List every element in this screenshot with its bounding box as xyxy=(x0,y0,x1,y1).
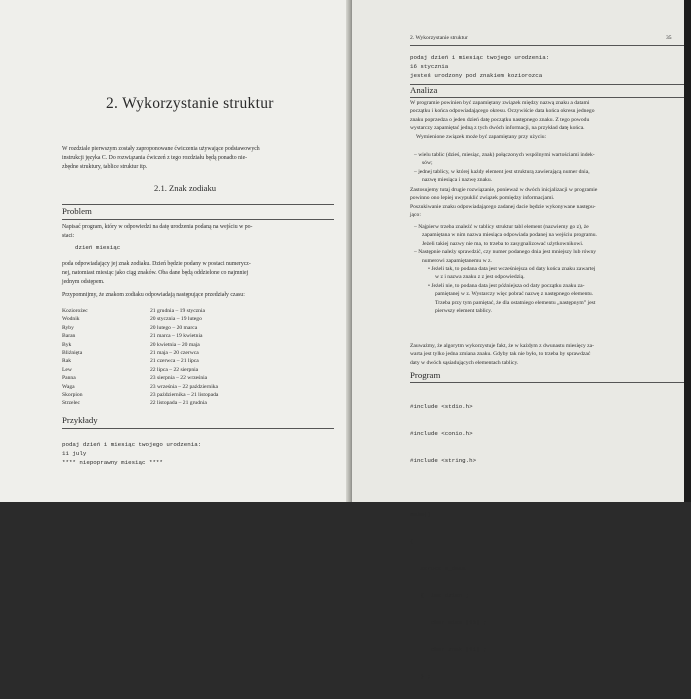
examples-heading: Przykłady xyxy=(62,415,98,425)
bullet-list-1 xyxy=(414,151,595,185)
problem-line: staci: xyxy=(62,233,75,239)
text-line: znaku poprzedza o jeden dzień datę początku następnego znaku. Z tego powodu xyxy=(410,116,590,123)
program-heading: Program xyxy=(410,370,441,380)
bullet-line: sów; xyxy=(422,160,433,167)
zodiac-sign: Byk xyxy=(62,341,72,348)
bullet-line: – jednej tablicy, w której każdy element jest strukturą zawierającą numer dnia, xyxy=(414,168,590,175)
text-line: Zauważmy, że algorytm wykorzystuje fakt, że w każdym z dwunastu miesięcy za- xyxy=(410,343,595,349)
bullet-line: – Najpierw trzeba znaleźć w tablicy struktur tabl element (nazwiemy go z), że xyxy=(414,224,589,230)
bullet-line: numerowi zapamiętanemu w z. xyxy=(422,257,492,264)
text-line: jąco: xyxy=(410,212,421,219)
zodiac-range: 23 października – 21 listopada xyxy=(150,392,219,399)
zodiac-sign: Waga xyxy=(62,383,75,390)
output-line: nej, natomiast miesiąc jako ciąg znaków. Oba dane będą oddzielone co najmniej xyxy=(62,270,249,276)
input-example: dzień miesiąc xyxy=(75,244,121,251)
zodiac-sign: Panna xyxy=(62,375,76,382)
zodiac-range: 21 marca – 19 kwietnia xyxy=(150,333,203,340)
zodiac-sign: Baran xyxy=(62,333,76,340)
code-line: struct s_data xyxy=(410,565,466,572)
heading-rule xyxy=(410,382,684,383)
bullet-item xyxy=(414,151,595,168)
code-line: #include <string.h> xyxy=(410,457,477,464)
analysis-paragraph-5 xyxy=(410,342,594,367)
example-line: 11 july xyxy=(62,450,87,457)
dash-icon: – xyxy=(414,152,419,158)
text-line: powinno ono lepiej uwypuklić związek pomiędzy informacjami. xyxy=(410,195,555,202)
zodiac-sign: Lew xyxy=(62,366,72,373)
running-head: 2. Wykorzystanie struktur xyxy=(410,35,468,41)
analysis-paragraph-1 xyxy=(410,99,595,141)
bullet-line: – Następnie należy sprawdzić, czy numer podanego dnia jest mniejszy lub równy xyxy=(414,249,597,256)
bullet-dot-icon: • xyxy=(428,266,432,273)
code-line: #include <conio.h> xyxy=(410,430,473,437)
problem-line: Napisać program, który w odpowiedzi na datę urodzenia podaną na wejściu w po- xyxy=(62,224,253,230)
text-line: Poszukiwanie znaku odpowiadającego zadanej dacie będzie wykonywane następu- xyxy=(410,203,596,210)
example-line: podaj dzień i miesiąc twojego urodzenia: xyxy=(62,441,202,448)
bullet-item xyxy=(414,168,595,185)
left-page xyxy=(0,0,352,502)
bullet-line: nazwę miesiąca i nazwę znaku. xyxy=(422,177,493,184)
code-line: char znak [11] ; xyxy=(410,646,487,653)
page-edge xyxy=(684,0,691,502)
heading-rule xyxy=(410,84,684,85)
text-line: Zastosujemy tutaj drugie rozwiązanie, ponieważ w dwóch inicjalizacji w programie xyxy=(410,187,598,193)
example-output xyxy=(62,440,201,467)
zodiac-range: 22 listopada – 21 grudnia xyxy=(150,400,207,407)
bullet-line: • Jeżeli tak, to podana data jest wcześniejsza od daty końca znaku zawartej xyxy=(428,266,596,273)
bullet-dot-icon: • xyxy=(428,282,432,289)
chapter-title: 2. Wykorzystanie struktur xyxy=(106,95,274,112)
code-line: } ; xyxy=(410,673,431,680)
bullet-line: • Jeżeli nie, to podana data jest późniejsza od daty początku znaku za- xyxy=(428,282,585,289)
zodiac-range: 21 czerwca – 21 lipca xyxy=(150,358,199,365)
zodiac-sign: Ryby xyxy=(62,324,74,331)
zodiac-range: 20 lutego – 20 marca xyxy=(150,324,198,331)
dash-icon: – xyxy=(414,249,419,256)
example-line: jesteś urodzony pod znakiem koziorozca xyxy=(410,72,543,79)
bullet-item xyxy=(414,248,597,265)
zodiac-range: 23 sierpnia – 22 września xyxy=(150,375,208,382)
zodiac-sign: Koziorożec xyxy=(62,308,88,314)
text-line: początku i końca odpowiadającego okresu. Oczywiście data końca okresu jednego xyxy=(410,108,595,115)
code-listing xyxy=(410,384,487,699)
bullet-line: – wielu tablic (dzieś, miesiąc, znak) połączonych wspólnymi wartościami indek- xyxy=(414,152,595,158)
text-line: daty w dwóch sąsiadujących elementach tablicy. xyxy=(410,359,519,366)
zodiac-range-column xyxy=(150,307,218,408)
bullet-line: w z i nazwa znaku z z jest odpowiedzią. xyxy=(435,274,525,281)
example-line: **** niepoprawny miesiąc **** xyxy=(62,459,163,466)
bullet-line: Jeżeli takiej nazwy nie ma, to trzeba to zasygnalizować użytkownikowi. xyxy=(422,240,584,247)
bullet-line: Trzeba przy tym pamiętać, że dla ostatniego elementu „następnym” jest xyxy=(435,299,596,306)
text-line: Wymienione związek może być zapamiętany przy użyciu: xyxy=(416,133,547,140)
sub-bullet-item xyxy=(414,265,597,282)
problem-text xyxy=(62,223,252,241)
dash-icon: – xyxy=(414,168,419,175)
bullet-item xyxy=(414,223,597,248)
bullet-line: pierwszy element tablicy. xyxy=(435,308,492,315)
analysis-paragraph-3 xyxy=(410,186,597,220)
heading-rule xyxy=(410,97,684,98)
output-line: jednym odstępem. xyxy=(62,279,105,285)
bullet-list-2 xyxy=(414,223,597,315)
zodiac-range: 21 maja – 20 czerwca xyxy=(150,350,199,357)
dash-icon: – xyxy=(414,224,419,230)
section-title: 2.1. Znak zodiaku xyxy=(154,183,217,193)
intro-line: W rozdziale pierwszym zostały zaproponowane ćwiczenia używające podstawowych xyxy=(62,146,260,152)
heading-rule xyxy=(62,428,334,429)
code-line: { xyxy=(410,538,414,545)
text-line: wystarczy zapamiętać jedną z tych dwóch informacji, na przykład datę końca. xyxy=(410,125,585,132)
intro-line: instrukcji języka C. Do rozwiązania ćwiczeń z tego rozdziału będą ponadto nie- xyxy=(62,155,248,161)
zodiac-range: 22 lipca – 22 sierpnia xyxy=(150,366,199,373)
intro-line: zbędne struktury, tablice struktur itp. xyxy=(62,164,148,170)
sub-bullet-item xyxy=(414,282,597,316)
heading-rule xyxy=(62,219,334,220)
example-line: podaj dzień i miesiąc twojego urodzenia: xyxy=(410,54,550,61)
intro-paragraph xyxy=(62,145,334,172)
page-number: 35 xyxy=(666,35,672,41)
example-line: 16 stycznia xyxy=(410,63,449,70)
heading-rule xyxy=(62,204,334,205)
zodiac-range: 21 grudnia – 19 stycznia xyxy=(150,308,205,314)
zodiac-sign: Skorpion xyxy=(62,392,83,399)
output-line: poda odpowiadający jej znak zodiaku. Dzień będzie podany w postaci numerycz- xyxy=(62,261,251,267)
problem-heading: Problem xyxy=(62,206,92,216)
zodiac-sign: Strzelec xyxy=(62,400,81,407)
zodiac-sign: Wodnik xyxy=(62,316,80,323)
text-line: W programie powinien być zapamiętany związek między nazwą znaku a datami xyxy=(410,100,590,106)
right-page xyxy=(352,0,684,680)
bullet-line: zapamiętana w nim nazwa miesiąca odpowiada podanej na wejściu programu. xyxy=(422,232,597,239)
text-line: warta jest tylko jedna zmiana znaku. Gdyby tak nie było, to trzeba by sprawdzać xyxy=(410,351,591,358)
zodiac-sign-column xyxy=(62,307,88,408)
zodiac-range: 23 września – 22 października xyxy=(150,383,219,390)
zodiac-range: 20 kwietnia – 20 maja xyxy=(150,341,200,348)
zodiac-sign: Bliźnięta xyxy=(62,350,83,357)
code-line: { int dzien ; xyxy=(410,592,470,599)
header-rule xyxy=(410,45,684,46)
bullet-line: pamiętanej w z. Wystarczy więc pobrać nazwę z następnego elementu. xyxy=(435,291,594,298)
zodiac-range: 20 stycznia – 19 lutego xyxy=(150,316,202,323)
reminder-text: Przypomnijmy, że znakom zodiaku odpowiadają następujące przedziały czasu: xyxy=(62,292,245,298)
zodiac-sign: Rak xyxy=(62,358,72,365)
analysis-heading: Analiza xyxy=(410,85,438,95)
code-line: main() xyxy=(410,511,431,518)
code-line: char mies [13] ; xyxy=(410,619,487,626)
code-line: #include <stdio.h> xyxy=(410,403,473,410)
code-line xyxy=(410,483,487,492)
example-output-cont xyxy=(410,53,549,80)
output-text xyxy=(62,260,251,287)
